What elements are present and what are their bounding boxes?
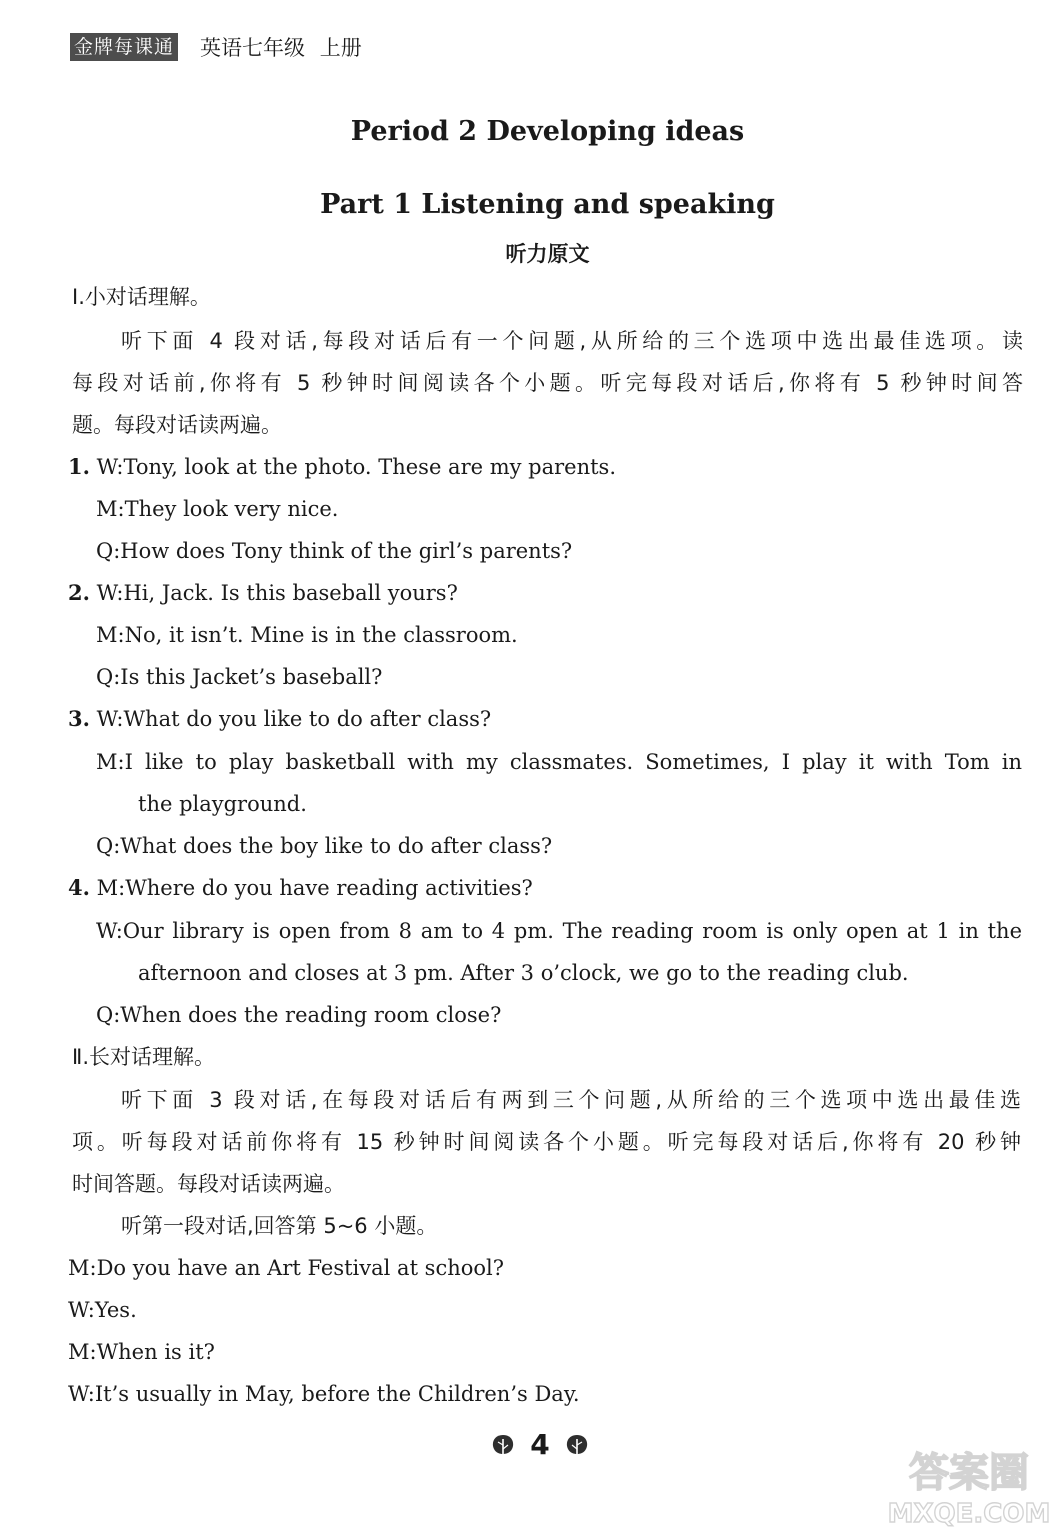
section2-instruction-line: 听下面 3 段对话,在每段对话后有两到三个问题,从所给的三个选项中选出最佳选	[121, 1088, 1021, 1112]
leaf-icon	[564, 1433, 590, 1457]
dialogue-line: M:They look very nice.	[96, 497, 339, 521]
dialogue-number: 4.	[68, 875, 90, 900]
dialogue-item	[68, 452, 616, 482]
page-number-text: 4	[530, 1428, 550, 1461]
dialogue-item	[68, 873, 533, 903]
dialogue-line: afternoon and closes at 3 pm. After 3 o’clock, we go to the reading club.	[138, 961, 909, 985]
period-title: Period 2 Developing ideas	[350, 116, 745, 147]
section1-instruction-line: 每段对话前,你将有 5 秒钟时间阅读各个小题。听完每段对话后,你将有 5 秒钟时间答	[72, 371, 1023, 395]
dialogue-line: W:Tony, look at the photo. These are my parents.	[96, 455, 617, 479]
section2-heading: Ⅱ.长对话理解。	[72, 1045, 216, 1069]
dialogue-number: 3.	[68, 706, 90, 731]
dialogue-line: M:When is it?	[68, 1340, 215, 1364]
book-title: 英语七年级 上册	[200, 36, 362, 60]
section1-heading: Ⅰ.小对话理解。	[72, 285, 211, 309]
dialogue-line: W:What do you like to do after class?	[96, 707, 492, 731]
dialogue-item	[68, 704, 491, 734]
section1-instruction-line: 题。每段对话读两遍。	[72, 413, 282, 437]
dialogue-line: M:No, it isn’t. Mine is in the classroom.	[96, 623, 518, 647]
dialogue-line: M:Where do you have reading activities?	[96, 876, 533, 900]
page-header	[70, 32, 362, 62]
leaf-icon	[490, 1433, 516, 1457]
section-title: 听力原文	[505, 242, 590, 266]
section2-instruction-line: 项。听每段对话前你将有 15 秒钟时间阅读各个小题。听完每段对话后,你将有 20 秒钟	[72, 1130, 1021, 1154]
dialogue-line: Q:Is this Jacket’s baseball?	[96, 665, 383, 689]
dialogue-line: M:I like to play basketball with my classmates. Sometimes, I play it with Tom in	[96, 750, 1022, 774]
watermark-logo-text: 答案圈	[909, 1450, 1029, 1496]
dialogue-line: M:Do you have an Art Festival at school?	[68, 1256, 505, 1280]
dialogue-number: 1.	[68, 454, 90, 479]
dialogue-line: W:Yes.	[68, 1298, 137, 1322]
dialogue-line: W:Hi, Jack. Is this baseball yours?	[96, 581, 458, 605]
section2-instruction-line: 时间答题。每段对话读两遍。	[72, 1172, 345, 1196]
site-watermark	[884, 1442, 1054, 1528]
section1-instruction-line: 听下面 4 段对话,每段对话后有一个问题,从所给的三个选项中选出最佳选项。读	[121, 329, 1023, 353]
section2-sub-instruction: 听第一段对话,回答第 5~6 小题。	[121, 1214, 438, 1238]
dialogue-number: 2.	[68, 580, 90, 605]
part-title: Part 1 Listening and speaking	[320, 189, 775, 220]
dialogue-line: W:Our library is open from 8 am to 4 pm. The reading room is only open at 1 in the	[96, 919, 1022, 943]
dialogue-item	[68, 578, 458, 608]
dialogue-line: the playground.	[138, 792, 307, 816]
dialogue-line: W:It’s usually in May, before the Children’s Day.	[68, 1382, 580, 1406]
dialogue-line: Q:What does the boy like to do after class?	[96, 834, 553, 858]
dialogue-line: Q:How does Tony think of the girl’s parents?	[96, 539, 573, 563]
brand-label: 金牌每课通	[70, 33, 178, 61]
dialogue-line: Q:When does the reading room close?	[96, 1003, 502, 1027]
watermark-url-text: MXQE.COM	[887, 1499, 1051, 1528]
